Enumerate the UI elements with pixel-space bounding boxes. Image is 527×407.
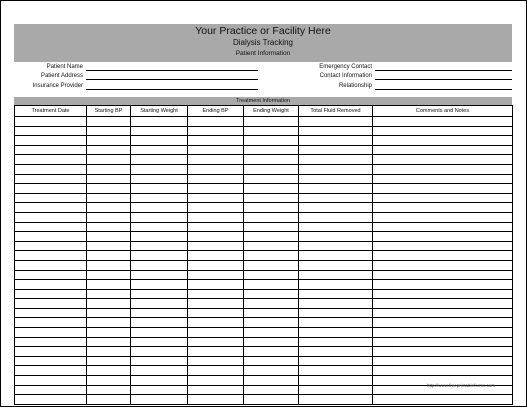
table-cell[interactable]: [244, 174, 299, 184]
table-cell[interactable]: [188, 356, 244, 366]
table-cell[interactable]: [15, 241, 87, 251]
table-row: [15, 318, 513, 328]
table-cell[interactable]: [15, 289, 87, 299]
table-row: [15, 193, 513, 203]
table-cell[interactable]: [131, 232, 188, 242]
table-cell[interactable]: [188, 347, 244, 357]
table-cell[interactable]: [87, 347, 131, 357]
table-cell[interactable]: [299, 155, 373, 165]
table-cell[interactable]: [87, 145, 131, 155]
table-cell[interactable]: [244, 337, 299, 347]
table-cell[interactable]: [87, 337, 131, 347]
table-cell[interactable]: [244, 270, 299, 280]
table-cell[interactable]: [188, 164, 244, 174]
col-total-fluid-removed: Total Fluid Removed: [299, 106, 373, 117]
table-row: [15, 260, 513, 270]
col-starting-weight: Starting Weight: [131, 106, 188, 117]
table-cell[interactable]: [131, 289, 188, 299]
table-cell[interactable]: [373, 212, 513, 222]
table-cell[interactable]: [188, 136, 244, 146]
table-row: [15, 299, 513, 309]
table-cell[interactable]: [87, 241, 131, 251]
relationship-label: Relationship: [338, 83, 372, 89]
table-cell[interactable]: [188, 232, 244, 242]
table-cell[interactable]: [131, 366, 188, 376]
contact-information-label: Contact Information: [319, 73, 372, 79]
table-row: [15, 174, 513, 184]
table-cell[interactable]: [299, 289, 373, 299]
table-cell[interactable]: [244, 385, 299, 395]
table-cell[interactable]: [244, 164, 299, 174]
table-cell[interactable]: [188, 385, 244, 395]
table-row: [15, 232, 513, 242]
table-cell[interactable]: [373, 241, 513, 251]
table-cell[interactable]: [299, 299, 373, 309]
table-cell[interactable]: [244, 212, 299, 222]
table-cell[interactable]: [131, 155, 188, 165]
table-cell[interactable]: [188, 222, 244, 232]
table-cell[interactable]: [373, 232, 513, 242]
table-cell[interactable]: [188, 241, 244, 251]
table-cell[interactable]: [299, 184, 373, 194]
table-cell[interactable]: [188, 203, 244, 213]
table-row: [15, 280, 513, 290]
patient-name-field[interactable]: [86, 70, 258, 71]
table-row: [15, 337, 513, 347]
insurance-provider-label: Insurance Provider: [32, 83, 83, 89]
table-cell[interactable]: [188, 366, 244, 376]
table-row: [15, 155, 513, 165]
table-cell[interactable]: [299, 385, 373, 395]
table-row: [15, 328, 513, 338]
table-cell[interactable]: [373, 318, 513, 328]
table-cell[interactable]: [131, 136, 188, 146]
table-row: [15, 126, 513, 136]
table-cell[interactable]: [131, 376, 188, 386]
table-cell[interactable]: [87, 260, 131, 270]
table-cell[interactable]: [15, 155, 87, 165]
table-cell[interactable]: [15, 366, 87, 376]
table-cell[interactable]: [244, 328, 299, 338]
table-cell[interactable]: [244, 395, 299, 405]
table-row: [15, 251, 513, 261]
table-cell[interactable]: [373, 126, 513, 136]
table-cell[interactable]: [131, 337, 188, 347]
table-cell[interactable]: [87, 193, 131, 203]
table-cell[interactable]: [373, 366, 513, 376]
table-cell[interactable]: [131, 280, 188, 290]
table-row: [15, 203, 513, 213]
table-cell[interactable]: [87, 289, 131, 299]
table-cell[interactable]: [15, 308, 87, 318]
table-cell[interactable]: [15, 260, 87, 270]
table-cell[interactable]: [15, 356, 87, 366]
table-cell[interactable]: [15, 232, 87, 242]
table-cell[interactable]: [87, 203, 131, 213]
table-cell[interactable]: [373, 145, 513, 155]
table-cell[interactable]: [87, 136, 131, 146]
table-cell[interactable]: [244, 136, 299, 146]
table-cell[interactable]: [299, 174, 373, 184]
table-cell[interactable]: [373, 184, 513, 194]
table-cell[interactable]: [87, 222, 131, 232]
col-starting-bp: Starting BP: [87, 106, 131, 117]
table-cell[interactable]: [373, 164, 513, 174]
table-cell[interactable]: [131, 145, 188, 155]
table-row: [15, 164, 513, 174]
table-cell[interactable]: [188, 193, 244, 203]
table-cell[interactable]: [87, 385, 131, 395]
table-cell[interactable]: [299, 222, 373, 232]
table-cell[interactable]: [299, 232, 373, 242]
table-cell[interactable]: [244, 366, 299, 376]
table-cell[interactable]: [373, 193, 513, 203]
table-cell[interactable]: [188, 328, 244, 338]
table-cell[interactable]: [244, 376, 299, 386]
table-cell[interactable]: [131, 347, 188, 357]
table-row: [15, 117, 513, 127]
table-cell[interactable]: [299, 193, 373, 203]
table-cell[interactable]: [15, 126, 87, 136]
table-cell[interactable]: [244, 241, 299, 251]
table-cell[interactable]: [373, 174, 513, 184]
table-cell[interactable]: [15, 193, 87, 203]
table-cell[interactable]: [87, 155, 131, 165]
table-cell[interactable]: [299, 366, 373, 376]
table-cell[interactable]: [15, 395, 87, 405]
table-cell[interactable]: [188, 308, 244, 318]
table-cell[interactable]: [373, 155, 513, 165]
table-cell[interactable]: [244, 232, 299, 242]
table-cell[interactable]: [373, 356, 513, 366]
table-cell[interactable]: [188, 251, 244, 261]
table-cell[interactable]: [188, 260, 244, 270]
table-cell[interactable]: [188, 174, 244, 184]
table-cell[interactable]: [188, 395, 244, 405]
table-cell[interactable]: [373, 251, 513, 261]
table-cell[interactable]: [131, 308, 188, 318]
table-cell[interactable]: [87, 280, 131, 290]
table-cell[interactable]: [15, 174, 87, 184]
table-cell[interactable]: [244, 184, 299, 194]
table-cell[interactable]: [188, 117, 244, 127]
table-cell[interactable]: [188, 270, 244, 280]
table-cell[interactable]: [299, 145, 373, 155]
patient-address-field[interactable]: [86, 79, 258, 80]
table-row: [15, 395, 513, 405]
table-cell[interactable]: [299, 356, 373, 366]
table-cell[interactable]: [373, 328, 513, 338]
table-cell[interactable]: [15, 270, 87, 280]
table-cell[interactable]: [87, 184, 131, 194]
table-cell[interactable]: [15, 318, 87, 328]
table-cell[interactable]: [244, 145, 299, 155]
patient-name-label: Patient Name: [46, 64, 83, 70]
table-row: [15, 347, 513, 357]
table-cell[interactable]: [299, 251, 373, 261]
table-cell[interactable]: [15, 299, 87, 309]
table-cell[interactable]: [299, 337, 373, 347]
table-cell[interactable]: [299, 203, 373, 213]
table-cell[interactable]: [131, 212, 188, 222]
table-cell[interactable]: [299, 395, 373, 405]
table-cell[interactable]: [131, 318, 188, 328]
table-cell[interactable]: [87, 318, 131, 328]
table-cell[interactable]: [188, 318, 244, 328]
table-cell[interactable]: [87, 299, 131, 309]
table-cell[interactable]: [373, 280, 513, 290]
table-cell[interactable]: [188, 299, 244, 309]
table-row: [15, 222, 513, 232]
form-title: Your Practice or Facility Here: [195, 25, 331, 37]
table-cell[interactable]: [131, 241, 188, 251]
table-cell[interactable]: [244, 203, 299, 213]
table-cell[interactable]: [188, 212, 244, 222]
col-comments-notes: Comments and Notes: [373, 106, 513, 117]
table-cell[interactable]: [188, 376, 244, 386]
table-cell[interactable]: [299, 212, 373, 222]
table-cell[interactable]: [299, 347, 373, 357]
table-cell[interactable]: [87, 395, 131, 405]
table-cell[interactable]: [244, 347, 299, 357]
table-cell[interactable]: [244, 289, 299, 299]
patient-address-label: Patient Address: [40, 73, 83, 79]
table-cell[interactable]: [15, 145, 87, 155]
table-cell[interactable]: [15, 328, 87, 338]
table-cell[interactable]: [15, 184, 87, 194]
table-cell[interactable]: [373, 136, 513, 146]
table-cell[interactable]: [373, 203, 513, 213]
table-cell[interactable]: [244, 222, 299, 232]
table-cell[interactable]: [87, 270, 131, 280]
table-cell[interactable]: [87, 251, 131, 261]
table-cell[interactable]: [15, 347, 87, 357]
table-cell[interactable]: [131, 356, 188, 366]
table-cell[interactable]: [15, 212, 87, 222]
table-row: [15, 356, 513, 366]
table-row: [15, 145, 513, 155]
table-cell[interactable]: [15, 385, 87, 395]
col-ending-weight: Ending Weight: [244, 106, 299, 117]
form-subtitle: Dialysis Tracking: [232, 38, 293, 47]
table-cell[interactable]: [15, 280, 87, 290]
table-cell[interactable]: [131, 174, 188, 184]
table-cell[interactable]: [299, 318, 373, 328]
table-cell[interactable]: [87, 164, 131, 174]
table-cell[interactable]: [87, 174, 131, 184]
table-cell[interactable]: [131, 385, 188, 395]
table-cell[interactable]: [299, 164, 373, 174]
table-cell[interactable]: [299, 280, 373, 290]
insurance-provider-field[interactable]: [86, 89, 258, 90]
table-row: [15, 289, 513, 299]
table-cell[interactable]: [131, 395, 188, 405]
table-cell[interactable]: [188, 184, 244, 194]
table-cell[interactable]: [87, 212, 131, 222]
table-cell[interactable]: [373, 395, 513, 405]
relationship-field[interactable]: [375, 89, 512, 90]
table-cell[interactable]: [131, 270, 188, 280]
table-cell[interactable]: [15, 251, 87, 261]
table-cell[interactable]: [299, 376, 373, 386]
treatment-table: [14, 105, 513, 405]
table-cell[interactable]: [15, 117, 87, 127]
table-cell[interactable]: [244, 280, 299, 290]
table-row: [15, 270, 513, 280]
col-ending-bp: Ending BP: [188, 106, 244, 117]
table-cell[interactable]: [87, 232, 131, 242]
table-cell[interactable]: [15, 203, 87, 213]
table-row: [15, 366, 513, 376]
table-cell[interactable]: [131, 193, 188, 203]
form-header: [14, 24, 512, 62]
table-cell[interactable]: [373, 117, 513, 127]
table-cell[interactable]: [244, 260, 299, 270]
table-cell[interactable]: [87, 366, 131, 376]
treatment-info-heading: Treatment Information: [14, 97, 512, 105]
table-cell[interactable]: [299, 270, 373, 280]
table-cell[interactable]: [131, 117, 188, 127]
table-cell[interactable]: [373, 222, 513, 232]
table-cell[interactable]: [131, 126, 188, 136]
emergency-contact-field[interactable]: [375, 70, 512, 71]
table-cell[interactable]: [244, 356, 299, 366]
table-cell[interactable]: [373, 337, 513, 347]
table-row: [15, 212, 513, 222]
patient-info-heading: Patient Information: [235, 50, 291, 57]
table-cell[interactable]: [131, 203, 188, 213]
table-cell[interactable]: [188, 280, 244, 290]
table-cell[interactable]: [87, 376, 131, 386]
table-row: [15, 241, 513, 251]
table-cell[interactable]: [373, 270, 513, 280]
table-cell[interactable]: [373, 260, 513, 270]
table-cell[interactable]: [188, 155, 244, 165]
table-cell[interactable]: [131, 184, 188, 194]
table-cell[interactable]: [299, 126, 373, 136]
table-cell[interactable]: [244, 308, 299, 318]
table-cell[interactable]: [188, 289, 244, 299]
table-cell[interactable]: [188, 126, 244, 136]
table-cell[interactable]: [244, 155, 299, 165]
table-cell[interactable]: [188, 145, 244, 155]
table-cell[interactable]: [244, 193, 299, 203]
table-cell[interactable]: [244, 126, 299, 136]
table-cell[interactable]: [15, 164, 87, 174]
table-cell[interactable]: [131, 164, 188, 174]
table-cell[interactable]: [299, 136, 373, 146]
footer-url: http://www.freeprintableforms.com: [426, 383, 495, 388]
table-cell[interactable]: [87, 308, 131, 318]
table-cell[interactable]: [244, 117, 299, 127]
table-cell[interactable]: [131, 328, 188, 338]
table-cell[interactable]: [244, 318, 299, 328]
table-cell[interactable]: [87, 328, 131, 338]
table-cell[interactable]: [15, 337, 87, 347]
emergency-contact-label: Emergency Contact: [319, 64, 372, 70]
table-row: [15, 308, 513, 318]
table-cell[interactable]: [299, 260, 373, 270]
table-cell[interactable]: [244, 251, 299, 261]
table-cell[interactable]: [131, 222, 188, 232]
table-cell[interactable]: [87, 117, 131, 127]
table-cell[interactable]: [87, 126, 131, 136]
table-header-row: [15, 106, 513, 117]
table-cell[interactable]: [299, 308, 373, 318]
table-cell[interactable]: [299, 117, 373, 127]
table-cell[interactable]: [188, 337, 244, 347]
table-cell[interactable]: [299, 241, 373, 251]
table-cell[interactable]: [244, 299, 299, 309]
table-cell[interactable]: [373, 347, 513, 357]
col-treatment-date: Treatment Date: [15, 106, 87, 117]
table-cell[interactable]: [87, 356, 131, 366]
contact-information-field[interactable]: [375, 79, 512, 80]
table-cell[interactable]: [15, 136, 87, 146]
table-cell[interactable]: [373, 308, 513, 318]
table-cell[interactable]: [299, 328, 373, 338]
table-cell[interactable]: [131, 260, 188, 270]
table-cell[interactable]: [15, 222, 87, 232]
table-cell[interactable]: [131, 251, 188, 261]
table-cell[interactable]: [131, 299, 188, 309]
table-row: [15, 184, 513, 194]
table-row: [15, 136, 513, 146]
table-cell[interactable]: [373, 289, 513, 299]
table-cell[interactable]: [15, 376, 87, 386]
table-cell[interactable]: [373, 299, 513, 309]
